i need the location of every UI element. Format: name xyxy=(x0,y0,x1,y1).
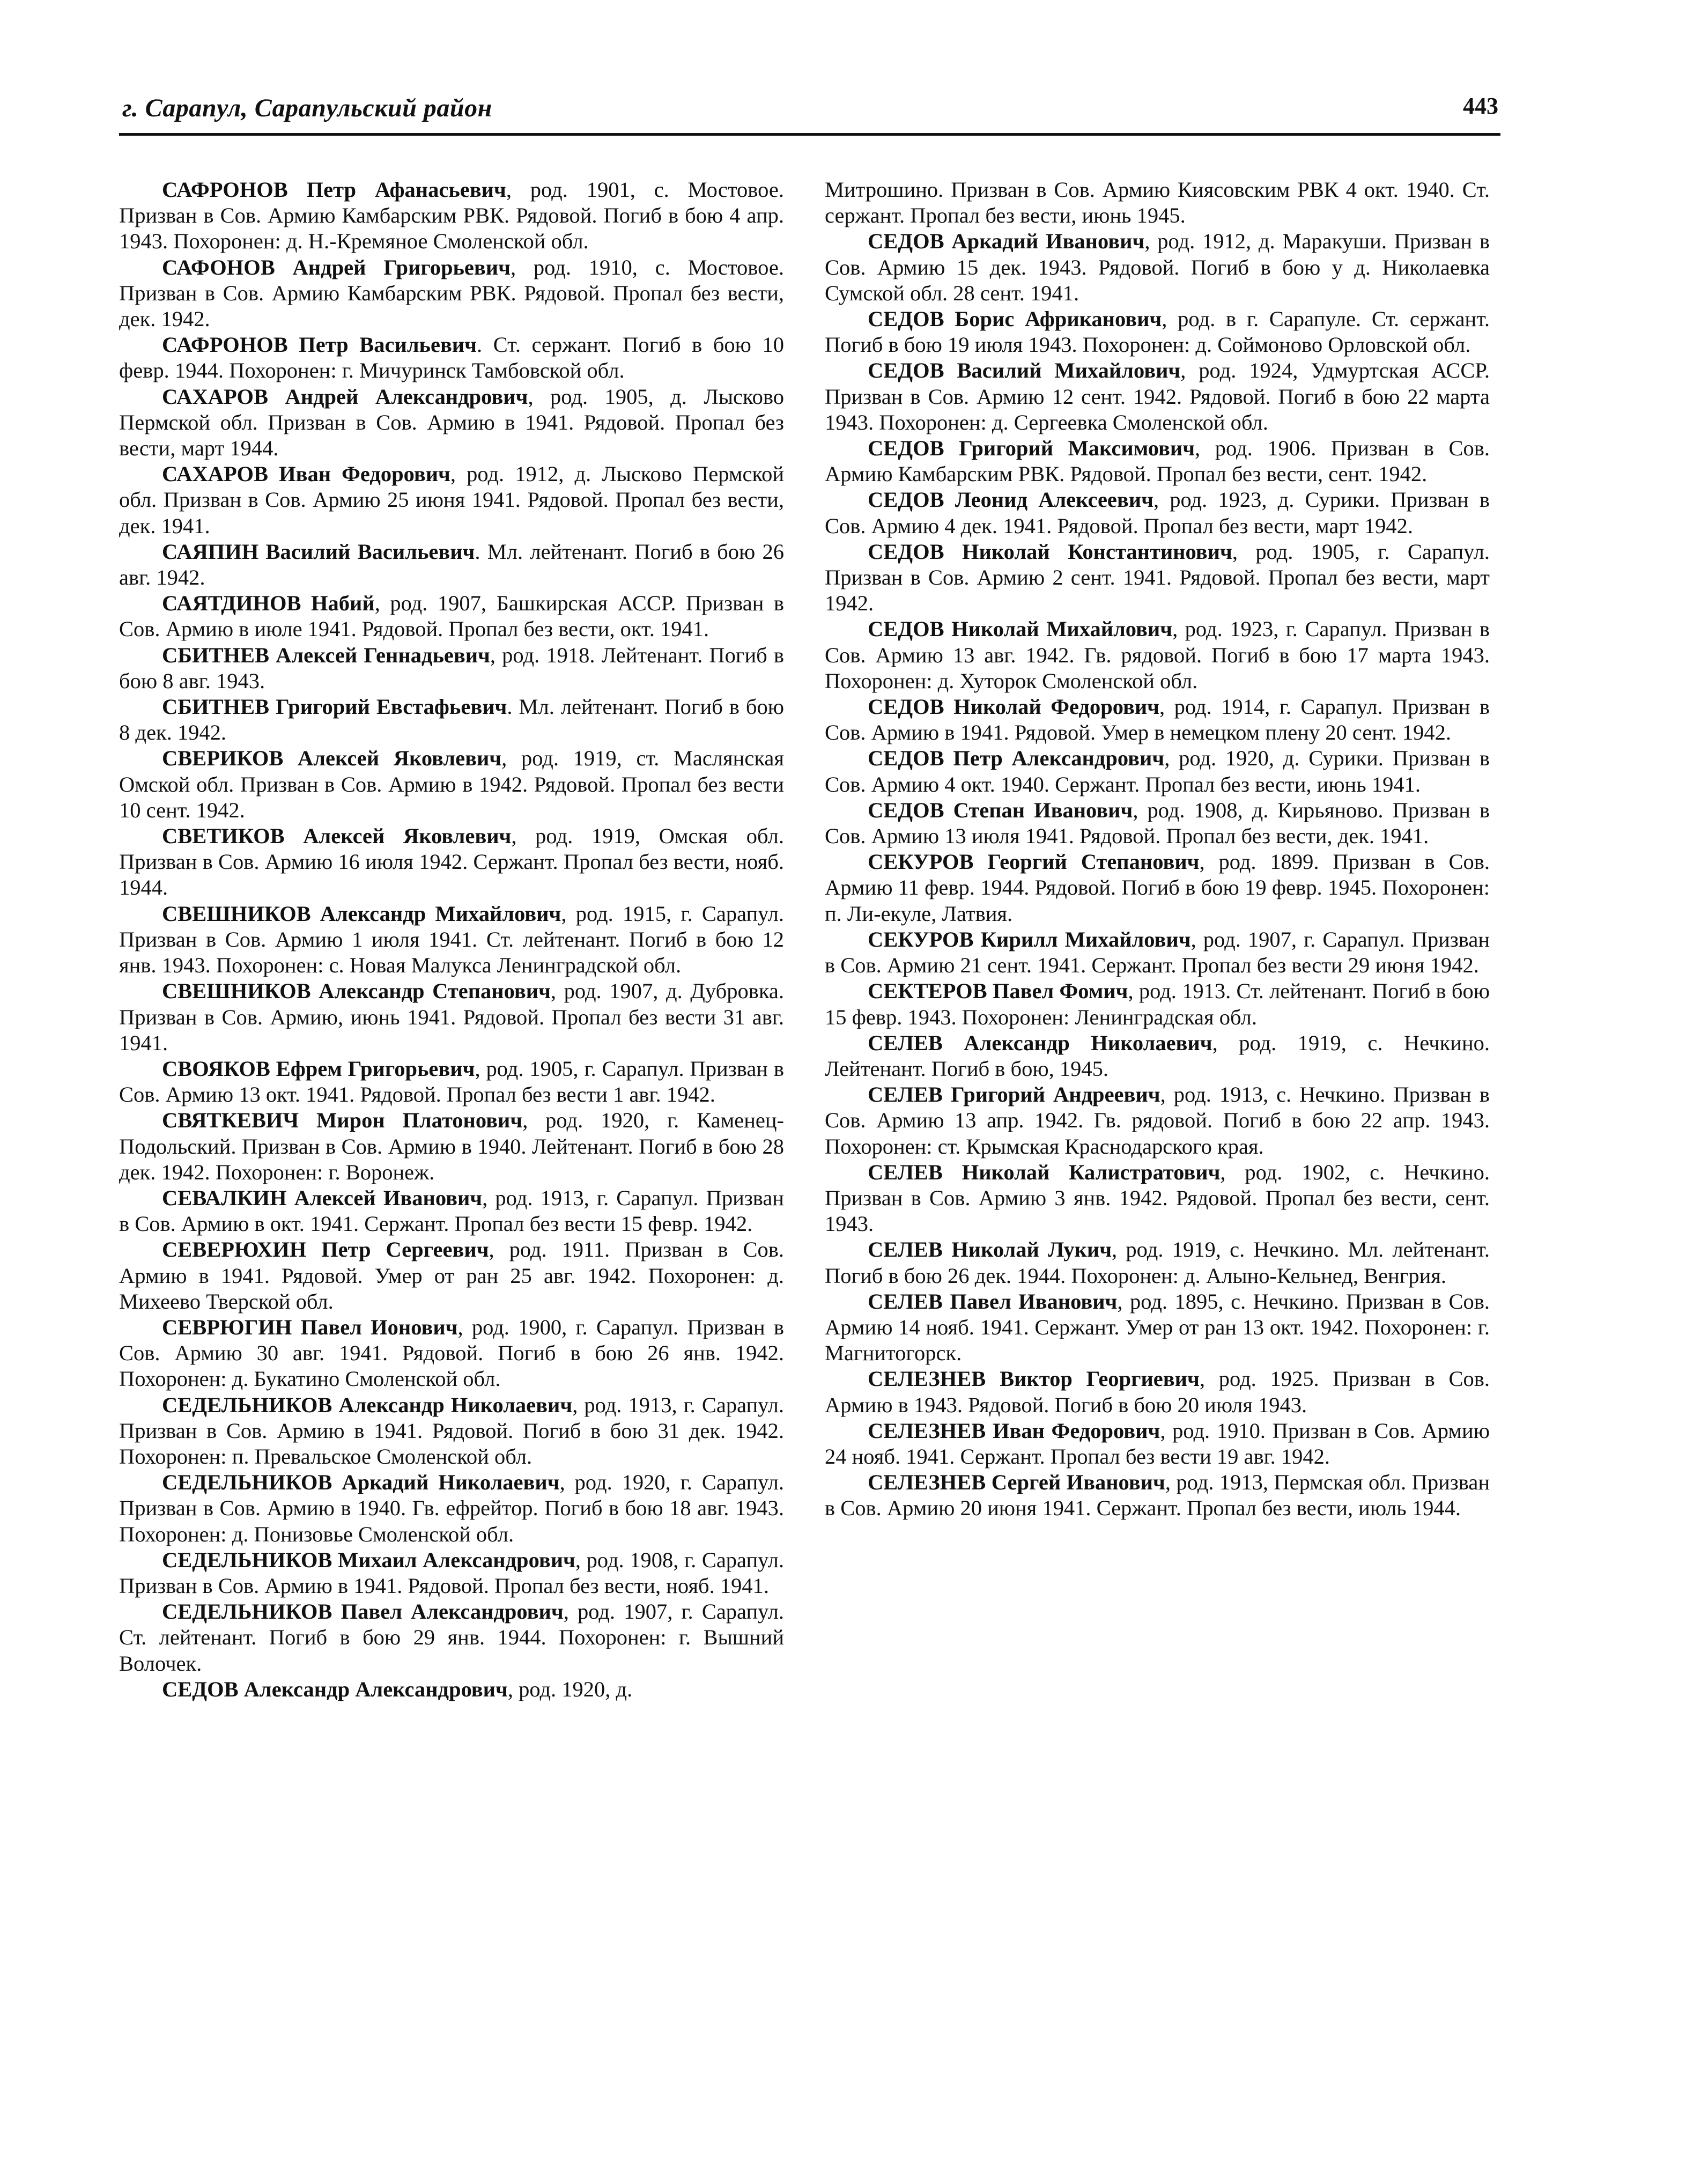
entry-details: , род. 1901, с. Мостовое. Призван в Сов. Армию Камбарским РВК. Рядовой. Погиб в бою 4 апр. 1943. Похоронен: д. Н.-Кремяное Смоленской обл. xyxy=(119,178,784,254)
entry-name: СЕДОВ Николай Федорович xyxy=(868,695,1160,719)
entry-details: , род. 1907, г. Сарапул. Призван в Сов. Армию 21 сент. 1941. Сержант. Пропал без вести 29 июня 1942. xyxy=(825,927,1490,978)
entry-name: СВЕШНИКОВ Александр Степанович xyxy=(162,979,551,1004)
entry xyxy=(119,901,784,979)
entry-name: СЕВЕРЮХИН Петр Сергеевич xyxy=(162,1237,489,1262)
entry xyxy=(119,1237,784,1315)
entry xyxy=(825,746,1490,797)
entry-details: , род. 1900, г. Сарапул. Призван в Сов. Армию 30 авг. 1941. Рядовой. Погиб в бою 26 янв. 1942. Похоронен: д. Букатино Смоленской обл. xyxy=(119,1315,784,1391)
entry-details: , род. 1913, с. Нечкино. Призван в Сов. Армию 13 апр. 1942. Гв. рядовой. Погиб в бою 22 апр. 1943. Похоронен: ст. Крымская Краснодарского края. xyxy=(825,1082,1490,1159)
entry xyxy=(825,436,1490,487)
entry-details: , род. 1919, с. Нечкино. Лейтенант. Погиб в бою, 1945. xyxy=(825,1030,1490,1081)
entry-details: , род. 1923, г. Сарапул. Призван в Сов. Армию 13 авг. 1942. Гв. рядовой. Погиб в бою 17 марта 1943. Похоронен: д. Хуторок Смоленской обл. xyxy=(825,617,1490,693)
entry-details: , род. 1895, с. Нечкино. Призван в Сов. Армию 14 нояб. 1941. Сержант. Умер от ран 13 окт. 1942. Похоронен: г. Магнитогорск. xyxy=(825,1289,1490,1366)
entry-name: СЕДОВ Григорий Максимович xyxy=(868,436,1195,461)
entry xyxy=(119,1599,784,1677)
entry-name: СЕДОВ Леонид Алексеевич xyxy=(868,488,1153,512)
entry-details: , род. 1905, г. Сарапул. Призван в Сов. Армию 2 сент. 1941. Рядовой. Пропал без вести, март 1942. xyxy=(825,539,1490,616)
entry-details: , род. 1907, Башкирская АССР. Призван в Сов. Армию в июле 1941. Рядовой. Пропал без вести, окт. 1941. xyxy=(119,591,784,641)
entry-name: СЕДОВ Василий Михайлович xyxy=(868,358,1181,383)
entry xyxy=(119,332,784,383)
entry xyxy=(825,927,1490,978)
entry xyxy=(825,616,1490,694)
entry-details: , род. 1925. Призван в Сов. Армию в 1943. Рядовой. Погиб в бою 20 июля 1943. xyxy=(825,1367,1490,1417)
entry-name: САЯТДИНОВ Набий xyxy=(162,591,375,616)
entry-details: , род. 1905, г. Сарапул. Призван в Сов. Армию 13 окт. 1941. Рядовой. Пропал без вести 1 авг. 1942. xyxy=(119,1056,784,1107)
entry-details: , род. 1912, д. Лысково Пермской обл. Призван в Сов. Армию 25 июня 1941. Рядовой. Пропал без вести, дек. 1941. xyxy=(119,462,784,538)
entry-details: , род. 1920, д. xyxy=(507,1677,633,1701)
entry xyxy=(119,746,784,823)
entry-name: САХАРОВ Андрей Александрович xyxy=(162,384,528,409)
entry xyxy=(119,1108,784,1185)
entry-continuation: Митрошино. Призван в Сов. Армию Киясовским РВК 4 окт. 1940. Ст. сержант. Пропал без вести, июнь 1945. xyxy=(825,178,1490,228)
entry-name: СВОЯКОВ Ефрем Григорьевич xyxy=(162,1056,475,1081)
entry xyxy=(119,539,784,591)
entry xyxy=(119,1185,784,1237)
entry-name: СЕЛЕВ Григорий Андреевич xyxy=(868,1082,1160,1107)
entry-name: СВЕШНИКОВ Александр Михайлович xyxy=(162,901,561,926)
entry-name: СЕДОВ Николай Михайлович xyxy=(868,617,1173,641)
entry xyxy=(825,487,1490,538)
entry-details: , род. 1923, д. Сурики. Призван в Сов. Армию 4 дек. 1941. Рядовой. Пропал без вести, март 1942. xyxy=(825,488,1490,538)
entry-details: , род. 1906. Призван в Сов. Армию Камбарским РВК. Рядовой. Пропал без вести, сент. 1942. xyxy=(825,436,1490,486)
entry-details: , род. 1913. Ст. лейтенант. Погиб в бою 15 февр. 1943. Похоронен: Ленинградская обл. xyxy=(825,979,1490,1029)
entry-details: , род. 1913, г. Сарапул. Призван в Сов. Армию в 1941. Рядовой. Погиб в бою 31 дек. 1942. Похоронен: п. Превальское Смоленской обл. xyxy=(119,1392,784,1469)
entry-details: , род. 1920, г. Каменец-Подольский. Призван в Сов. Армию в 1940. Лейтенант. Погиб в бою 28 дек. 1942. Похоронен: г. Воронеж. xyxy=(119,1108,784,1184)
entry-details: , род. 1919, Омская обл. Призван в Сов. Армию 16 июля 1942. Сержант. Пропал без вести, нояб. 1944. xyxy=(119,824,784,900)
running-title: г. Сарапул, Сарапульский район xyxy=(122,94,492,122)
entry-name: САФРОНОВ Петр Афанасьевич xyxy=(162,178,506,202)
entry-name: СЕЛЕЗНЕВ Сергей Иванович xyxy=(868,1470,1165,1495)
entry xyxy=(119,643,784,694)
entry-name: СЕДЕЛЬНИКОВ Михаил Александрович xyxy=(162,1547,575,1572)
entry-details: . Мл. лейтенант. Погиб в бою 26 авг. 1942. xyxy=(119,539,785,590)
entry-details: , род. 1911. Призван в Сов. Армию в 1941. Рядовой. Умер от ран 25 авг. 1942. Похоронен: д. Михеево Тверской обл. xyxy=(119,1237,784,1314)
entry xyxy=(119,823,784,901)
page-header xyxy=(119,86,1500,136)
entry-name: СБИТНЕВ Алексей Геннадьевич xyxy=(162,643,490,667)
entry xyxy=(825,306,1490,358)
entry-details: , род. 1919, ст. Маслянская Омской обл. Призван в Сов. Армию в 1942. Рядовой. Пропал без вести 10 сент. 1942. xyxy=(119,746,784,822)
entry-name: СЕДОВ Аркадий Иванович xyxy=(868,229,1145,254)
entry xyxy=(825,1366,1490,1418)
entry-details: , род. 1905, д. Лысково Пермской обл. Призван в Сов. Армию в 1941. Рядовой. Пропал без вести, март 1944. xyxy=(119,384,784,461)
entry-name: СЕДЕЛЬНИКОВ Павел Александрович xyxy=(162,1599,564,1624)
entry-details: , род. 1918. Лейтенант. Погиб в бою 8 авг. 1943. xyxy=(119,643,784,693)
entry-details: , род. 1908, д. Кирьяново. Призван в Сов. Армию 13 июля 1941. Рядовой. Пропал без вести, дек. 1941. xyxy=(825,798,1490,848)
entry-details: , род. 1912, д. Маракуши. Призван в Сов. Армию 15 дек. 1943. Рядовой. Погиб в бою у д. Николаевка Сумской обл. 28 сент. 1941. xyxy=(825,229,1490,305)
entry-details: , род. 1907, д. Дубровка. Призван в Сов. Армию, июнь 1941. Рядовой. Пропал без вести 31 авг. 1941. xyxy=(119,979,785,1055)
entry-name: СЕВАЛКИН Алексей Иванович xyxy=(162,1185,483,1210)
entry-name: СЕДЕЛЬНИКОВ Александр Николаевич xyxy=(162,1392,573,1417)
entry-name: СЕДОВ Николай Константинович xyxy=(868,539,1232,564)
entry xyxy=(825,1160,1490,1237)
entry-name: СЕДОВ Степан Иванович xyxy=(868,798,1133,822)
entry xyxy=(119,591,784,642)
entry xyxy=(825,358,1490,436)
entry xyxy=(825,1030,1490,1082)
entry-name: СЕЛЕВ Николай Лукич xyxy=(868,1237,1112,1262)
entry-name: СЕКТЕРОВ Павел Фомич xyxy=(868,979,1128,1004)
entry xyxy=(825,1289,1490,1367)
entry-name: САФОНОВ Андрей Григорьевич xyxy=(162,255,511,279)
entry xyxy=(119,1470,784,1547)
entry xyxy=(825,539,1490,617)
entry xyxy=(825,849,1490,927)
entry xyxy=(119,461,784,539)
entry xyxy=(119,255,784,333)
entry-name: СЕЛЕВ Павел Иванович xyxy=(868,1289,1118,1314)
entry-name: СЕВРЮГИН Павел Ионович xyxy=(162,1315,458,1339)
entry xyxy=(825,1418,1490,1470)
entry-name: СБИТНЕВ Григорий Евстафьевич xyxy=(162,695,507,719)
page-number: 443 xyxy=(1463,93,1498,119)
entry-name: СЕЛЕВ Александр Николаевич xyxy=(868,1030,1212,1055)
entry-details: , род. 1908, г. Сарапул. Призван в Сов. Армию в 1941. Рядовой. Пропал без вести, нояб. 1941. xyxy=(119,1547,784,1598)
entry xyxy=(825,798,1490,849)
entry-name: СЕЛЕЗНЕВ Виктор Георгиевич xyxy=(868,1367,1200,1391)
entry xyxy=(825,694,1490,746)
entry-details: , род. 1920, д. Сурики. Призван в Сов. Армию 4 окт. 1940. Сержант. Пропал без вести, июнь 1941. xyxy=(825,746,1490,796)
entry-name: СВЯТКЕВИЧ Мирон Платонович xyxy=(162,1108,523,1133)
entry-details: . Мл. лейтенант. Погиб в бою 8 дек. 1942. xyxy=(119,695,785,745)
entry xyxy=(119,978,784,1056)
entry xyxy=(825,228,1490,306)
entry-name: СВЕТИКОВ Алексей Яковлевич xyxy=(162,824,512,848)
entry-name: СЕЛЕЗНЕВ Иван Федорович xyxy=(868,1418,1160,1443)
entry xyxy=(825,1470,1490,1521)
entry xyxy=(119,1677,784,1702)
entry-details: , род. 1924, Удмуртская АССР. Призван в Сов. Армию 12 сент. 1942. Рядовой. Погиб в бою 22 марта 1943. Похоронен: д. Сергеевка Смоленской обл. xyxy=(825,358,1490,434)
entry xyxy=(119,694,784,746)
entry-name: СЕДОВ Борис Африканович xyxy=(868,307,1162,331)
entry xyxy=(825,978,1490,1030)
entry-details: , род. 1910, с. Мостовое. Призван в Сов. Армию Камбарским РВК. Рядовой. Пропал без вести, дек. 1942. xyxy=(119,255,784,331)
entry xyxy=(119,1315,784,1392)
entry-details: , род. 1907, г. Сарапул. Ст. лейтенант. Погиб в бою 29 янв. 1944. Похоронен: г. Вышний Волочек. xyxy=(119,1599,784,1676)
entry-name: СЕЛЕВ Николай Калистратович xyxy=(868,1160,1221,1184)
entry-details: , род. 1915, г. Сарапул. Призван в Сов. Армию 1 июля 1941. Ст. лейтенант. Погиб в бою 12 янв. 1943. Похоронен: с. Новая Малукса Ленинградской обл. xyxy=(119,901,784,978)
right-column xyxy=(825,177,1490,1522)
entry-details: , род. 1902, с. Нечкино. Призван в Сов. Армию 3 янв. 1942. Рядовой. Пропал без вести, сент. 1943. xyxy=(825,1160,1490,1236)
entry-name: САЯПИН Василий Васильевич xyxy=(162,539,475,564)
entry-name: СЕДОВ Александр Александрович xyxy=(162,1677,508,1701)
entry-details: . Ст. сержант. Погиб в бою 10 февр. 1944. Похоронен: г. Мичуринск Тамбовской обл. xyxy=(119,333,784,383)
entry xyxy=(119,1056,784,1108)
entry-details: , род. 1920, г. Сарапул. Призван в Сов. Армию в 1940. Гв. ефрейтор. Погиб в бою 18 авг. 1943. Похоронен: д. Понизовье Смоленской обл. xyxy=(119,1470,784,1546)
entry-name: САФРОНОВ Петр Васильевич xyxy=(162,333,477,357)
entry-details: , род. 1914, г. Сарапул. Призван в Сов. Армию в 1941. Рядовой. Умер в немецком плену 20 сент. 1942. xyxy=(825,695,1490,745)
entry-name: СВЕРИКОВ Алексей Яковлевич xyxy=(162,746,502,771)
left-column xyxy=(119,177,784,1702)
entry xyxy=(119,384,784,462)
entry-name: СЕДЕЛЬНИКОВ Аркадий Николаевич xyxy=(162,1470,560,1495)
entry xyxy=(119,1392,784,1470)
entry xyxy=(825,1237,1490,1288)
entry-details: , род. 1913, Пермская обл. Призван в Сов. Армию 20 июня 1941. Сержант. Пропал без вести, июль 1944. xyxy=(825,1470,1490,1521)
entry-details: , род. 1913, г. Сарапул. Призван в Сов. Армию в окт. 1941. Сержант. Пропал без вести 15 февр. 1942. xyxy=(119,1185,784,1236)
entry-name: СЕКУРОВ Георгий Степанович xyxy=(868,850,1200,874)
entry-name: САХАРОВ Иван Федорович xyxy=(162,462,450,486)
entry-name: СЕДОВ Петр Александрович xyxy=(868,746,1165,771)
entry xyxy=(119,1547,784,1599)
entry xyxy=(825,1082,1490,1160)
entry xyxy=(119,177,784,255)
entry-details: , род. 1899. Призван в Сов. Армию 11 февр. 1944. Рядовой. Погиб в бою 19 февр. 1945. Похоронен: п. Ли-екуле, Латвия. xyxy=(825,850,1490,926)
entry-details: , род. 1919, с. Нечкино. Мл. лейтенант. Погиб в бою 26 дек. 1944. Похоронен: д. Алыно-Кельнед, Венгрия. xyxy=(825,1237,1490,1288)
entry-details: , род. в г. Сарапуле. Ст. сержант. Погиб в бою 19 июля 1943. Похоронен: д. Соймоново Орловской обл. xyxy=(825,307,1490,357)
entry-name: СЕКУРОВ Кирилл Михайлович xyxy=(868,927,1191,951)
entry-details: , род. 1910. Призван в Сов. Армию 24 нояб. 1941. Сержант. Пропал без вести 19 авг. 1942. xyxy=(825,1418,1490,1469)
